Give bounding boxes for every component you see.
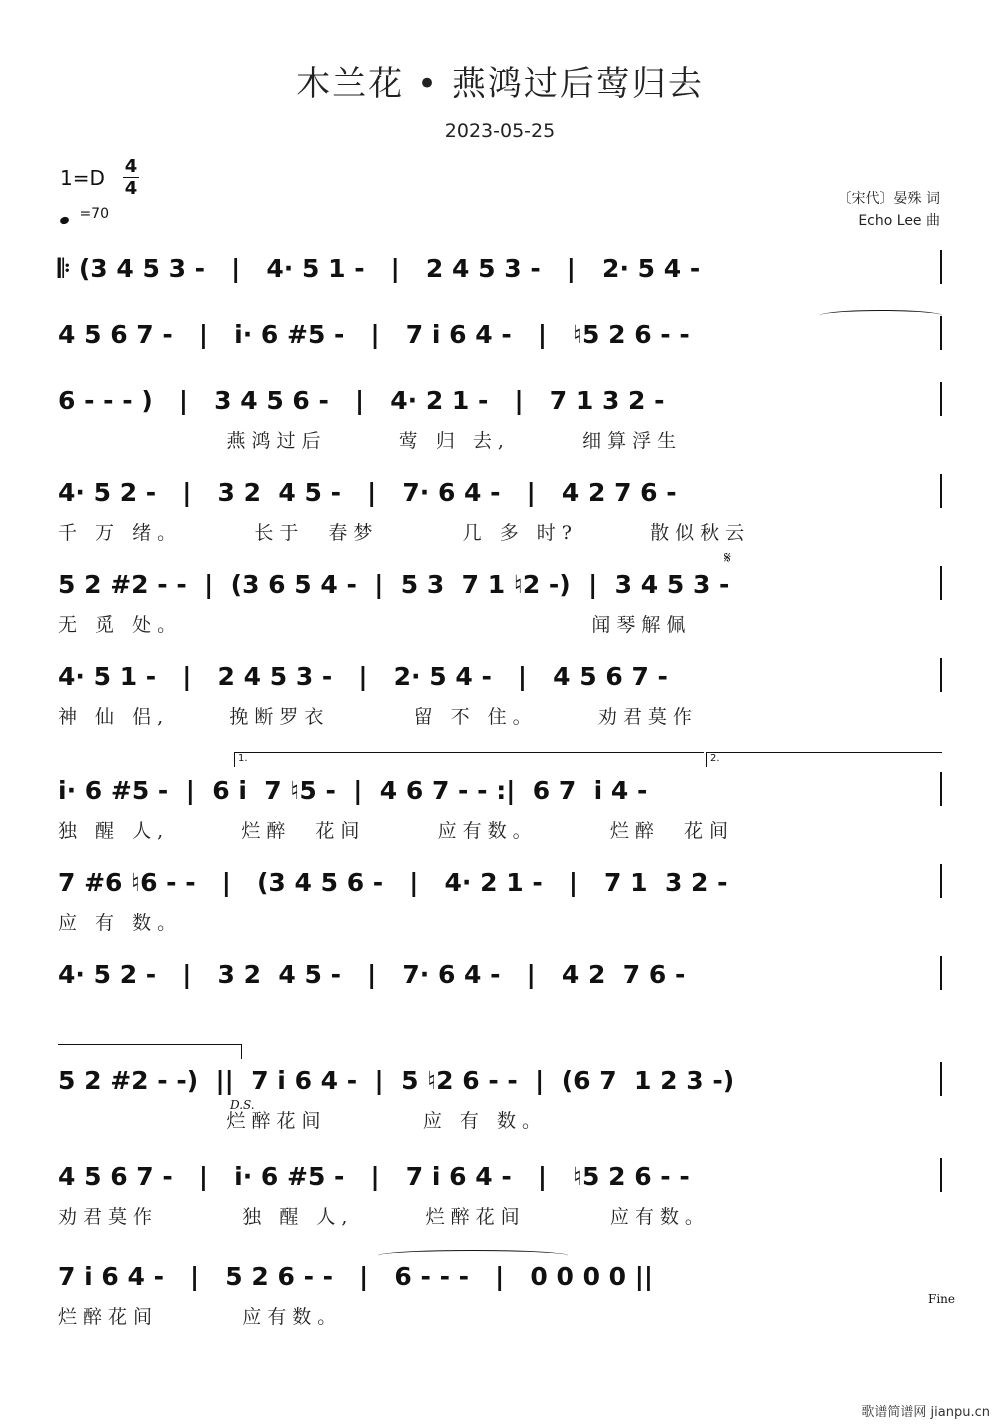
lyrics-line: 烂醉花间 应有数。 — [58, 1306, 343, 1328]
score-row-4 — [0, 478, 1000, 548]
score-row-7 — [0, 753, 1000, 846]
score-row-12 — [0, 1262, 1000, 1332]
ds-mark: D.S. — [230, 1098, 255, 1112]
volta-1: 1. — [234, 752, 704, 767]
barline — [940, 566, 942, 600]
score-row-2 — [0, 320, 1000, 390]
barline — [940, 1062, 942, 1096]
score-row-9 — [0, 960, 1000, 1030]
key-signature: 1=D — [60, 166, 105, 190]
page-title: 木兰花 • 燕鸿过后莺归去 — [296, 64, 704, 104]
quarter-note-icon — [59, 216, 70, 226]
lyrics-line: 应 有 数。 — [58, 912, 183, 934]
score-row-6 — [0, 662, 1000, 732]
notes-line: 5 2 #2 - -) || 7 i 6 4 - | 5 ♮2 6 - - | (6 7 1 2 3 -) — [58, 1066, 735, 1095]
lyrics-line: 劝君莫作 独 醒 人, 烂醉花间 应有数。 — [58, 1206, 710, 1228]
lyrics-line: 独 醒 人, 烂醉 花间 应有数。 烂醉 花间 — [58, 820, 734, 842]
notes-line: 7 #6 ♮6 - - | (3 4 5 6 - | 4· 2 1 - | 7 1 3 2 - — [58, 868, 728, 897]
notes-line: i· 6 #5 - | 6 i 7 ♮5 - | 4 6 7 - - :| 6 7 i 4 - — [58, 776, 648, 805]
barline — [940, 250, 942, 284]
barline — [940, 772, 942, 806]
score-row-3 — [0, 386, 1000, 456]
fine-mark: Fine — [928, 1292, 955, 1306]
barline — [940, 1158, 942, 1192]
lyrics-line: 燕鸿过后 莺 归 去, 细算浮生 — [58, 430, 683, 452]
tempo-value: =70 — [79, 206, 109, 222]
composer: Echo Lee 曲 — [858, 213, 940, 229]
score-row-11 — [0, 1162, 1000, 1232]
time-signature — [122, 157, 140, 198]
tempo — [60, 206, 109, 222]
lyrics-line: 烂醉花间 应 有 数。 — [58, 1110, 547, 1132]
score-row-5 — [0, 548, 1000, 640]
barline — [940, 864, 942, 898]
segno-icon: 𝄋 — [724, 548, 731, 567]
date: 2023-05-25 — [444, 120, 556, 142]
barline — [940, 382, 942, 416]
lyrics-line: 神 仙 侣, 挽断罗衣 留 不 住。 劝君莫作 — [58, 706, 698, 728]
barline — [940, 316, 942, 350]
slur — [820, 310, 942, 321]
site-watermark: 歌谱简谱网 jianpu.cn — [861, 1405, 990, 1420]
slur — [378, 1250, 568, 1261]
ds-bracket — [58, 1044, 242, 1059]
notes-line: 𝄆 (3 4 5 3 - | 4· 5 1 - | 2 4 5 3 - | 2· 5 4 - — [58, 254, 701, 283]
notes-line: 4 5 6 7 - | i· 6 #5 - | 7 i 6 4 - | ♮5 2 6 - - — [58, 1162, 690, 1191]
volta-2: 2. — [706, 752, 942, 767]
notes-line: 6 - - - ) | 3 4 5 6 - | 4· 2 1 - | 7 1 3 2 - — [58, 386, 665, 415]
lyrics-line: 千 万 绪。 长于 春梦 几 多 时? 散似秋云 — [58, 522, 751, 544]
time-bottom: 4 — [124, 178, 138, 199]
barline — [940, 658, 942, 692]
score-row-10 — [0, 1066, 1000, 1136]
notes-line: 4· 5 2 - | 3 2 4 5 - | 7· 6 4 - | 4 2 7 6 - — [58, 478, 677, 507]
barline — [940, 474, 942, 508]
notes-line: 5 2 #2 - - | (3 6 5 4 - | 5 3 7 1 ♮2 -) | 3 4 5 3 - — [58, 570, 730, 599]
lyricist: 〔宋代〕晏殊 词 — [837, 191, 940, 207]
barline — [940, 956, 942, 990]
notes-line: 4· 5 2 - | 3 2 4 5 - | 7· 6 4 - | 4 2 7 6 - — [58, 960, 686, 989]
time-top: 4 — [124, 156, 138, 177]
notes-line: 4· 5 1 - | 2 4 5 3 - | 2· 5 4 - | 4 5 6 7 - — [58, 662, 668, 691]
score-row-8 — [0, 868, 1000, 938]
notes-line: 4 5 6 7 - | i· 6 #5 - | 7 i 6 4 - | ♮5 2 6 - - — [58, 320, 690, 349]
lyrics-line: 无 觅 处。 闻琴解佩 — [58, 614, 692, 636]
notes-line: 7 i 6 4 - | 5 2 6 - - | 6 - - - | 0 0 0 0 || — [58, 1262, 654, 1291]
